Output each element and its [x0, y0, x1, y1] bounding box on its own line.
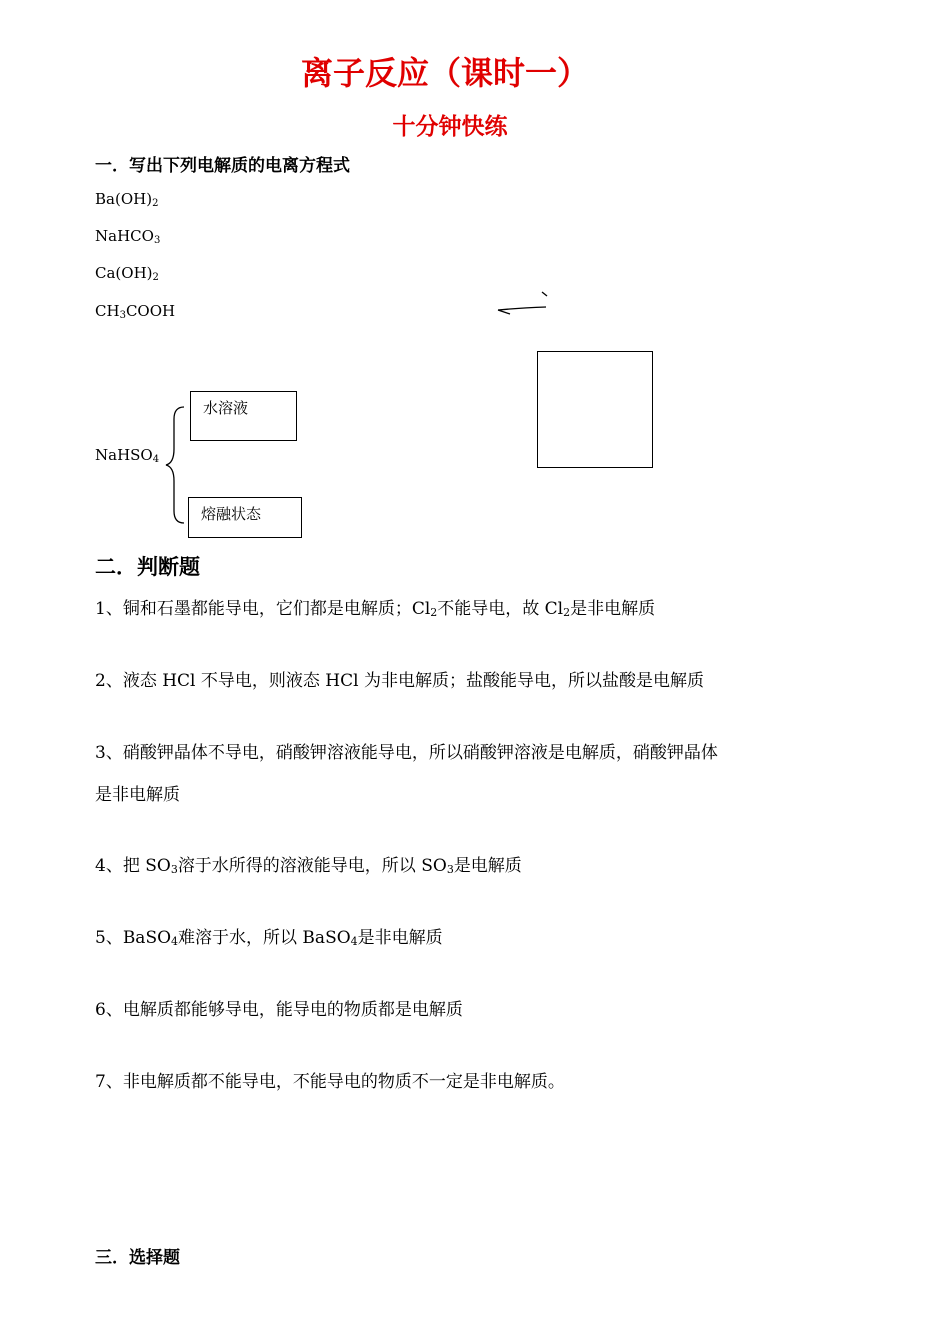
judgment-q3-line1: 3、硝酸钾晶体不导电，硝酸钾溶液能导电，所以硝酸钾溶液是电解质，硝酸钾晶体 — [95, 743, 718, 763]
formula-ba-oh2: $Ba(OH)_2$ — [95, 190, 159, 209]
judgment-q2: 2、液态 HCl 不导电，则液态 HCl 为非电解质；盐酸能导电，所以盐酸是电解质 — [95, 671, 704, 691]
blank-square — [537, 351, 653, 468]
curly-brace-icon — [160, 405, 190, 525]
reversible-arrow-icon — [490, 288, 560, 318]
section3-heading: 三．选择题 — [95, 1248, 180, 1268]
formula-ch3cooh: $CH_3COOH$ — [95, 302, 176, 321]
judgment-q1: 1、铜和石墨都能导电，它们都是电解质；$Cl_2$不能导电，故 $Cl_2$是非电解质 — [95, 599, 656, 619]
molten-label: 熔融状态 — [201, 505, 262, 523]
section1-heading: 一．写出下列电解质的电离方程式 — [95, 156, 350, 176]
judgment-q5: 5、BaSO$_4$难溶于水，所以 BaSO$_4$是非电解质 — [95, 928, 443, 948]
page-subtitle: 十分钟快练 — [392, 114, 508, 140]
aqueous-box — [190, 391, 297, 441]
molten-box — [188, 497, 302, 538]
aqueous-label: 水溶液 — [203, 399, 249, 417]
judgment-q3-line2: 是非电解质 — [95, 785, 180, 805]
judgment-q7: 7、非电解质都不能导电，不能导电的物质不一定是非电解质。 — [95, 1072, 565, 1092]
formula-ca-oh2: $Ca(OH)_2$ — [95, 264, 159, 283]
judgment-q4: 4、把 $SO_3$溶于水所得的溶液能导电，所以 $SO_3$是电解质 — [95, 856, 522, 876]
page-title: 离子反应（课时一） — [300, 54, 589, 92]
formula-nahco3: NaHCO$_3$ — [95, 227, 161, 246]
judgment-q6: 6、电解质都能够导电，能导电的物质都是电解质 — [95, 1000, 463, 1020]
formula-nahso4: NaHSO$_4$ — [95, 446, 160, 465]
section2-heading: 二．判断题 — [95, 555, 200, 579]
